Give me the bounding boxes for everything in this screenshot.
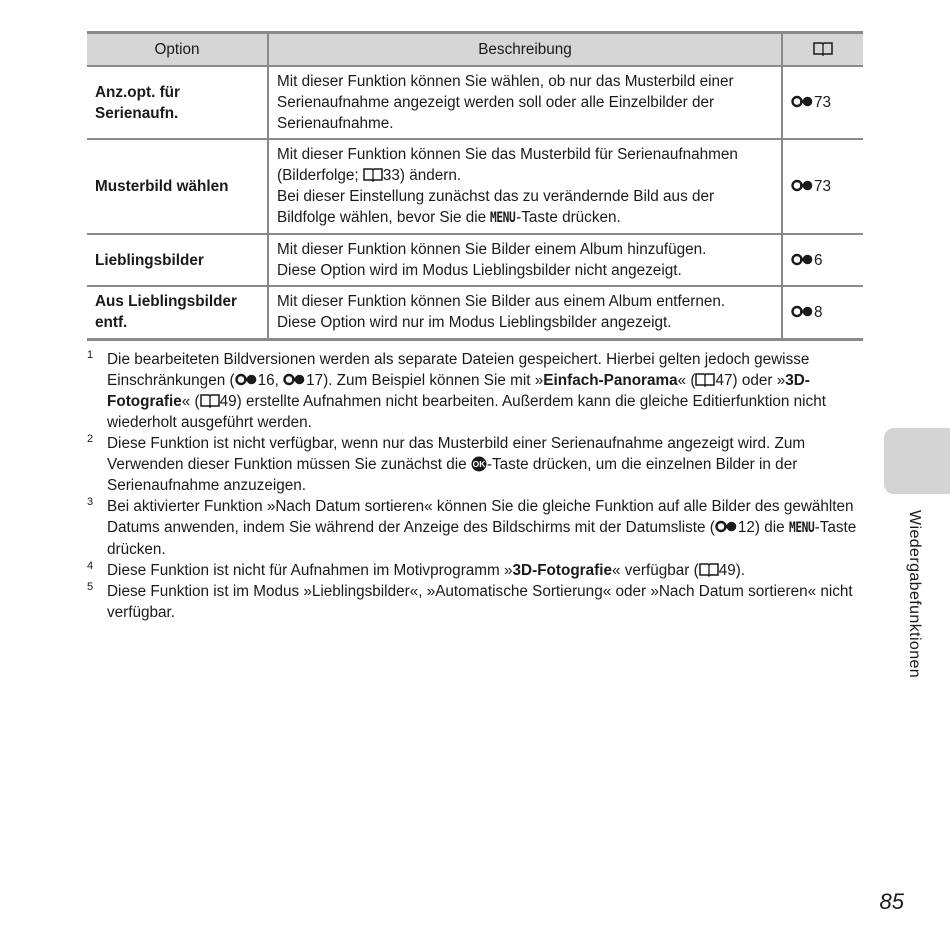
table-row [87,66,863,139]
option-name: Aus Lieblingsbilder entf. [87,286,268,339]
table-row [87,286,863,339]
book-icon [813,41,833,56]
table-header-row [87,33,863,67]
option-description: Mit dieser Funktion können Sie Bilder einem Album hinzufügen. Diese Option wird im Modus Lieblingsbilder nicht angezeigt. [268,234,782,286]
menu-key-label: MENU [788,520,815,536]
header-option: Option [87,33,268,67]
footnote: 2 Diese Funktion ist nicht verfügbar, wenn nur das Musterbild einer Serienaufnahme angezeigt wird. Zum Verwenden dieser Funktion müssen Sie zunächst die OK -Taste drücken, um die einzelnen Bilder in der Serienaufnahme anzuzeigen. [87,433,862,496]
option-name: Musterbild wählen [87,139,268,234]
footnote: 4 Diese Funktion ist nicht für Aufnahmen im Motivprogramm »3D-Fotografie« verfügbar ( 49). [87,560,862,581]
reference-cell [782,234,863,286]
options-table [87,31,863,341]
footnote-number: 5 [87,581,94,593]
reference-section-icon [283,373,305,386]
reference-page: 8 [814,303,823,321]
footnote-number: 3 [87,496,94,508]
reference-cell [782,139,863,234]
reference-section-icon [791,179,813,192]
reference-page: 6 [814,251,823,269]
menu-key-label: MENU [490,210,516,226]
book-icon [695,372,715,387]
reference-page: 73 [814,178,832,195]
page-number: 85 [879,889,904,914]
footnote-number: 1 [87,349,94,361]
header-reference [782,33,863,67]
section-tab [884,428,950,494]
reference-page: 73 [814,94,832,111]
header-description: Beschreibung [268,33,782,67]
book-icon [699,562,719,577]
option-description: Mit dieser Funktion können Sie das Musterbild für Serienaufnahmen (Bilderfolge; 33) ändern. Bei dieser Einstellung zunächst das zu verändernde Bild aus der Bildfolge wählen, bevor Sie die MENU-Taste drücken. [268,139,782,234]
book-icon [200,393,220,408]
table-row [87,234,863,286]
footnotes [87,349,862,623]
section-label: Wiedergabefunktionen [906,510,923,679]
reference-cell [782,66,863,139]
reference-section-icon [235,373,257,386]
reference-section-icon [791,95,813,108]
reference-section-icon [791,253,813,266]
footnote-number: 4 [87,560,94,572]
table-row [87,139,863,234]
reference-section-icon [715,520,737,533]
svg-text:OK: OK [472,459,486,470]
ok-button-icon [471,456,487,472]
option-description: Mit dieser Funktion können Sie Bilder aus einem Album entfernen. Diese Option wird nur im Modus Lieblingsbilder angezeigt. [268,286,782,339]
reference-section-icon [791,305,813,318]
footnote: 5 Diese Funktion ist im Modus »Lieblingsbilder«, »Automatische Sortierung« oder »Nach Datum sortieren« nicht verfügbar. [87,581,862,623]
option-name: Lieblingsbilder [87,234,268,286]
book-icon [363,167,383,182]
option-name: Anz.opt. für Serienaufn. [87,66,268,139]
footnote: 3 Bei aktivierter Funktion »Nach Datum sortieren« können Sie die gleiche Funktion auf alle Bilder des gewählten Datums anwenden, indem Sie während der Anzeige des Bildschirms mit der Datumsliste ( 12) die MENU-Taste drücken. [87,496,862,560]
footnote: 1 Die bearbeiteten Bildversionen werden als separate Dateien gespeichert. Hierbei gelten jedoch gewisse Einschränkungen ( 16, 17). Zum Beispiel können Sie mit »Einfach-Panorama« ( 47) oder »3D-Fotografie« ( 49) erstellte Aufnahmen nicht bearbeiten. Außerdem kann die gleiche Editierfunktion nicht wiederholt ausgeführt werden. [87,349,862,433]
footnote-number: 2 [87,433,94,445]
reference-cell [782,286,863,339]
option-description: Mit dieser Funktion können Sie wählen, ob nur das Musterbild einer Serienaufnahme angezeigt werden soll oder alle Einzelbilder der Serienaufnahme. [268,66,782,139]
